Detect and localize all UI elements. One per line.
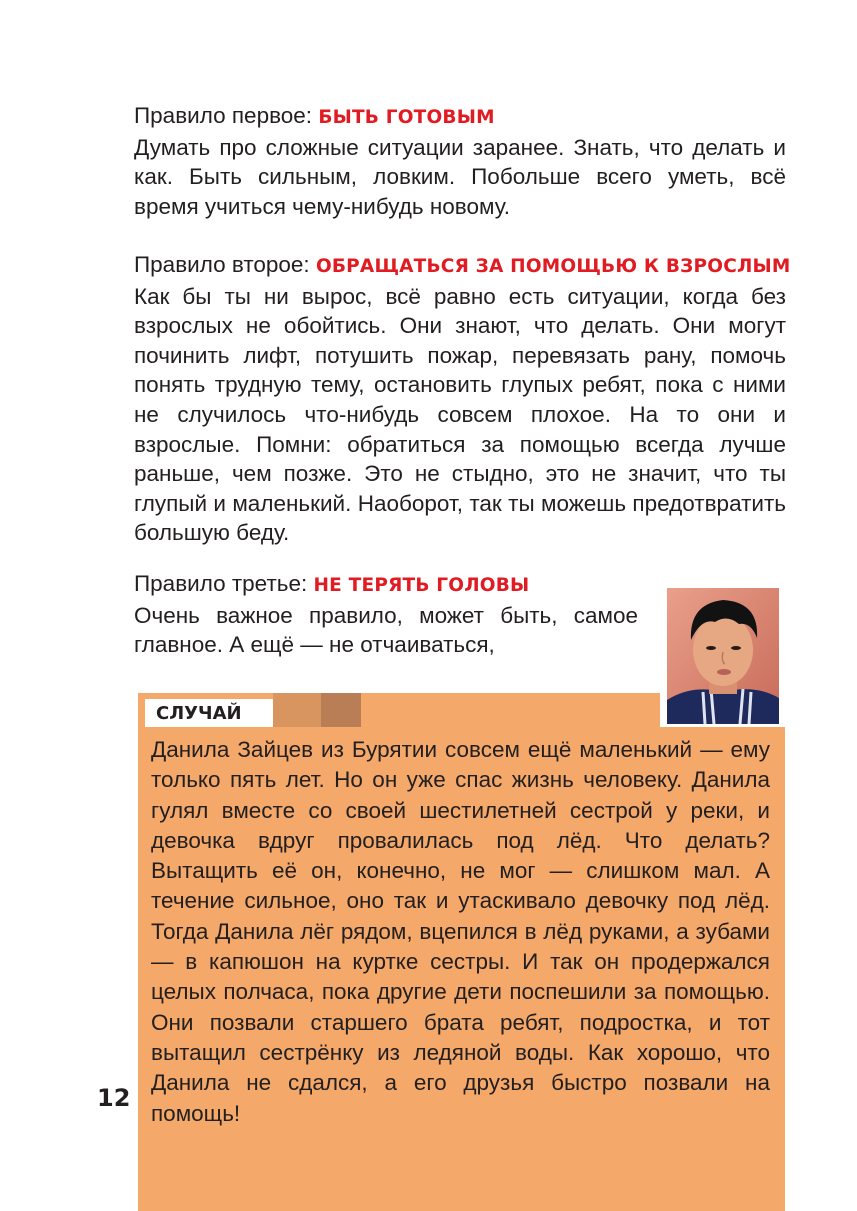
- rule-3-label: Правило третье:: [134, 571, 314, 596]
- rule-3-heading: [134, 569, 638, 601]
- case-label: СЛУЧАЙ: [145, 699, 273, 727]
- rule-1-body: Думать про сложные ситуации заранее. Знать, что делать и как. Быть сильным, ловким. Побольше всего уметь, всё время учиться чему-нибудь новому.: [134, 134, 786, 219]
- rule-1-label: Правило первое:: [134, 103, 319, 128]
- rule-1-title: БЫТЬ ГОТОВЫМ: [318, 107, 495, 128]
- tab-decoration-dark: [321, 693, 361, 727]
- rule-2: [134, 250, 791, 548]
- boy-portrait-photo: [667, 588, 779, 724]
- rule-1: [134, 101, 786, 221]
- rule-2-title: ОБРАЩАТЬСЯ ЗА ПОМОЩЬЮ К ВЗРОСЛЫМ: [315, 256, 791, 277]
- rule-1-heading: [134, 101, 786, 133]
- case-box: [138, 727, 785, 1211]
- case-text: Данила Зайцев из Бурятии совсем ещё маленький — ему только пять лет. Но он уже спас жизнь человеку. Данила гулял вместе со своей шестилетней сестрой у реки, и девочка вдруг провалилась под лёд. Что делать? Вытащить её он, конечно, не мог — слишком мал. А течение сильное, оно так и утаскивало девочку под лёд. Тогда Данила лёг рядом, вцепился в лёд руками, а зубами — в капюшон на куртке сестры. И так он продержался целых полчаса, пока другие дети поспешили за помощью. Они позвали старшего брата ребят, подростка, и тот вытащил сестрёнку из ледяной воды. Как хорошо, что Данила не сдался, а его друзья быстро позвали на помощь!: [151, 737, 770, 1126]
- rule-2-body: Как бы ты ни вырос, всё равно есть ситуации, когда без взрослых не обойтись. Они знают, что делать. Они могут починить лифт, потушить пожар, перевязать рану, помочь понять трудную тему, остановить глупых ребят, пока с ними не случилось что-нибудь совсем плохое. На то они и взрослые. Помни: обратиться за помощью всегда лучше раньше, чем позже. Это не стыдно, это не значит, что ты глупый и маленький. Наоборот, так ты можешь предотвратить большую беду.: [134, 283, 786, 546]
- page-number: 12: [97, 1084, 131, 1112]
- tab-decoration-light: [273, 693, 321, 727]
- rule-3: [134, 569, 638, 660]
- rule-2-label: Правило второе:: [134, 252, 316, 277]
- rule-3-body: Очень важное правило, может быть, самое главное. А ещё — не отчаиваться,: [134, 602, 638, 658]
- rule-2-heading: [134, 250, 791, 282]
- rule-3-title: НЕ ТЕРЯТЬ ГОЛОВЫ: [313, 575, 530, 596]
